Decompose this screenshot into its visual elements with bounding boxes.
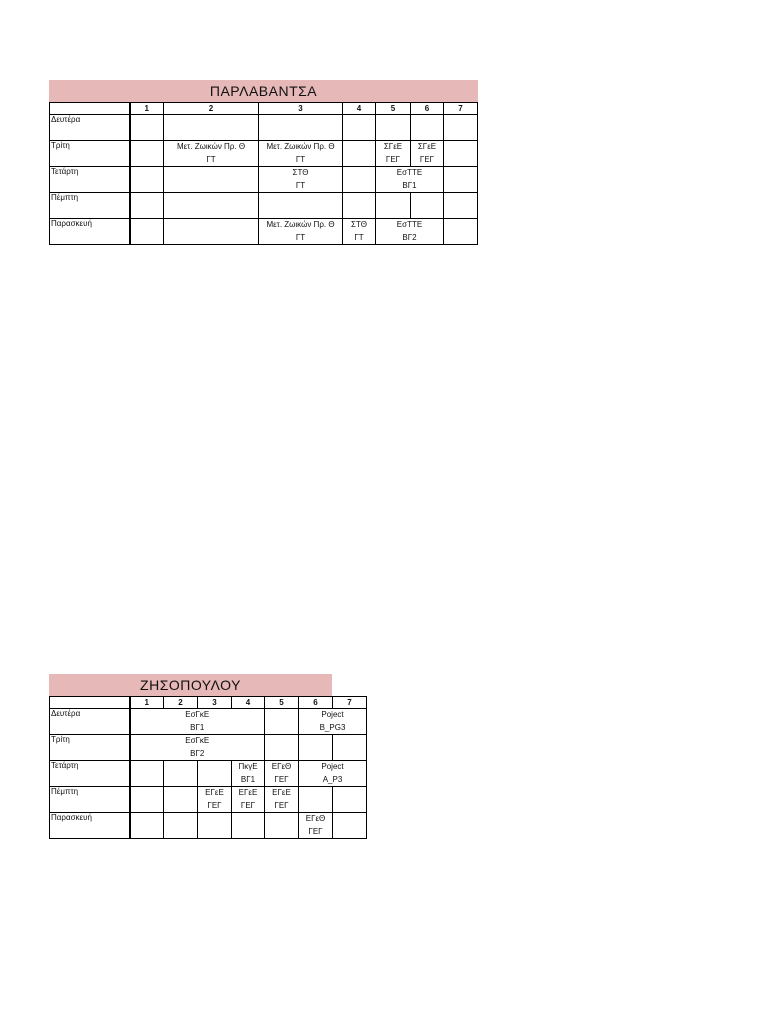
- day-row: [50, 709, 367, 735]
- day-label: Τρίτη: [50, 141, 130, 167]
- empty-cell: [130, 219, 164, 245]
- day-label: Τετάρτη: [50, 761, 130, 787]
- period-header: 6: [299, 697, 333, 709]
- empty-cell: [343, 193, 376, 219]
- day-label: Τετάρτη: [50, 167, 130, 193]
- empty-cell: [333, 735, 367, 761]
- day-label: Παρασκευή: [50, 813, 130, 839]
- lesson-name: Μετ. Ζωικών Πρ. Θ: [176, 142, 246, 151]
- empty-cell: [343, 167, 376, 193]
- day-label: Πέμπτη: [50, 787, 130, 813]
- lesson-class: ΓΤ: [354, 232, 364, 242]
- lesson-cell: [130, 709, 265, 735]
- lesson-cell: [259, 141, 343, 167]
- header-corner: [50, 697, 130, 709]
- lesson-cell: [376, 141, 411, 167]
- lesson-name: Μετ. Ζωικών Πρ. Θ: [266, 220, 335, 229]
- lesson-cell: [265, 787, 299, 813]
- period-header: 1: [130, 103, 164, 115]
- lesson-name: ΣΓεΕ: [383, 142, 403, 151]
- period-header: 4: [232, 697, 265, 709]
- lesson-class: ΒΓ1: [190, 722, 205, 732]
- schedule-table: [49, 696, 367, 839]
- lesson-cell: [198, 787, 232, 813]
- empty-cell: [265, 813, 299, 839]
- empty-cell: [444, 193, 478, 219]
- empty-cell: [343, 115, 376, 141]
- lesson-class: ΓΤ: [206, 154, 216, 164]
- empty-cell: [164, 219, 259, 245]
- lesson-name: ΕΓεΘ: [271, 762, 292, 771]
- day-row: [50, 167, 478, 193]
- header-corner: [50, 103, 130, 115]
- lesson-cell: [130, 735, 265, 761]
- day-row: [50, 735, 367, 761]
- empty-cell: [130, 813, 164, 839]
- lesson-name: ΕσΓκΕ: [185, 710, 210, 719]
- empty-cell: [232, 813, 265, 839]
- lesson-class: ΓΕΓ: [274, 774, 289, 784]
- empty-cell: [265, 735, 299, 761]
- lesson-class: ΓΕΓ: [308, 826, 323, 836]
- lesson-cell: [232, 761, 265, 787]
- day-label: Δευτέρα: [50, 115, 130, 141]
- lesson-class: A_P3: [322, 774, 343, 784]
- empty-cell: [265, 709, 299, 735]
- schedule-parlavantsa: [49, 80, 478, 245]
- lesson-cell: [299, 761, 367, 787]
- empty-cell: [164, 167, 259, 193]
- empty-cell: [198, 813, 232, 839]
- lesson-name: ΣΤΘ: [351, 220, 367, 229]
- lesson-class: ΓΤ: [295, 154, 306, 164]
- empty-cell: [343, 141, 376, 167]
- day-row: [50, 761, 367, 787]
- schedule-table: [49, 102, 478, 245]
- day-row: [50, 115, 478, 141]
- period-header: 7: [444, 103, 478, 115]
- schedule-title: ΖΗΣΟΠΟΥΛΟΥ: [49, 674, 332, 696]
- lesson-name: ΣΓεΕ: [417, 142, 437, 151]
- lesson-name: Poject: [321, 710, 344, 719]
- period-header: 6: [411, 103, 444, 115]
- period-header: 3: [198, 697, 232, 709]
- schedule-title: ΠΑΡΛΑΒΑΝΤΣΑ: [49, 80, 478, 102]
- lesson-cell: [299, 709, 367, 735]
- empty-cell: [130, 193, 164, 219]
- period-header: 7: [333, 697, 367, 709]
- empty-cell: [164, 761, 198, 787]
- lesson-class: ΓΤ: [295, 232, 306, 242]
- lesson-name: ΕσΓκΕ: [185, 736, 210, 745]
- empty-cell: [164, 193, 259, 219]
- empty-cell: [333, 787, 367, 813]
- empty-cell: [444, 141, 478, 167]
- lesson-cell: [259, 219, 343, 245]
- lesson-name: ΕσΤΤΕ: [396, 168, 423, 177]
- lesson-class: ΒΓ2: [190, 748, 205, 758]
- period-header: 4: [343, 103, 376, 115]
- empty-cell: [259, 115, 343, 141]
- empty-cell: [130, 141, 164, 167]
- period-header: 2: [164, 697, 198, 709]
- lesson-class: ΒΓ1: [402, 180, 417, 190]
- lesson-cell: [376, 167, 444, 193]
- lesson-cell: [343, 219, 376, 245]
- lesson-name: ΠκγΕ: [238, 762, 258, 771]
- empty-cell: [130, 787, 164, 813]
- empty-cell: [299, 735, 333, 761]
- empty-cell: [376, 115, 411, 141]
- empty-cell: [130, 167, 164, 193]
- day-label: Παρασκευή: [50, 219, 130, 245]
- day-row: [50, 219, 478, 245]
- lesson-name: ΕΓεΕ: [205, 788, 224, 797]
- empty-cell: [164, 115, 259, 141]
- empty-cell: [164, 813, 198, 839]
- empty-cell: [130, 761, 164, 787]
- lesson-name: ΕΓεΘ: [305, 814, 326, 823]
- lesson-name: ΕσΤΤΕ: [396, 220, 423, 229]
- lesson-name: Poject: [321, 762, 344, 771]
- day-row: [50, 787, 367, 813]
- day-label: Τρίτη: [50, 735, 130, 761]
- lesson-name: Μετ. Ζωικών Πρ. Θ: [266, 142, 335, 151]
- day-label: Δευτέρα: [50, 709, 130, 735]
- empty-cell: [444, 115, 478, 141]
- lesson-cell: [259, 167, 343, 193]
- lesson-class: ΓΕΓ: [274, 800, 289, 810]
- lesson-class: ΓΕΓ: [385, 154, 401, 164]
- day-label: Πέμπτη: [50, 193, 130, 219]
- lesson-class: ΓΕΓ: [419, 154, 435, 164]
- empty-cell: [411, 115, 444, 141]
- empty-cell: [198, 761, 232, 787]
- period-header: 3: [259, 103, 343, 115]
- lesson-class: ΓΕΓ: [207, 800, 222, 810]
- header-row: [50, 103, 478, 115]
- lesson-class: B_PG3: [319, 722, 346, 732]
- day-row: [50, 813, 367, 839]
- header-row: [50, 697, 367, 709]
- empty-cell: [299, 787, 333, 813]
- lesson-cell: [411, 141, 444, 167]
- lesson-cell: [164, 141, 259, 167]
- lesson-class: ΓΕΓ: [240, 800, 256, 810]
- lesson-class: ΓΤ: [295, 180, 306, 190]
- lesson-class: ΒΓ2: [402, 232, 417, 242]
- day-row: [50, 193, 478, 219]
- empty-cell: [259, 193, 343, 219]
- schedule-zisopoulou: [49, 674, 367, 839]
- empty-cell: [444, 219, 478, 245]
- period-header: 1: [130, 697, 164, 709]
- lesson-name: ΕΓεΕ: [272, 788, 291, 797]
- period-header: 5: [265, 697, 299, 709]
- lesson-cell: [376, 219, 444, 245]
- lesson-name: ΣΤΘ: [292, 168, 309, 177]
- period-header: 5: [376, 103, 411, 115]
- lesson-cell: [265, 761, 299, 787]
- empty-cell: [164, 787, 198, 813]
- lesson-class: ΒΓ1: [240, 774, 256, 784]
- period-header: 2: [164, 103, 259, 115]
- empty-cell: [130, 115, 164, 141]
- lesson-cell: [232, 787, 265, 813]
- lesson-cell: [299, 813, 333, 839]
- day-row: [50, 141, 478, 167]
- empty-cell: [444, 167, 478, 193]
- empty-cell: [376, 193, 411, 219]
- empty-cell: [333, 813, 367, 839]
- empty-cell: [411, 193, 444, 219]
- lesson-name: ΕΓεΕ: [238, 788, 258, 797]
